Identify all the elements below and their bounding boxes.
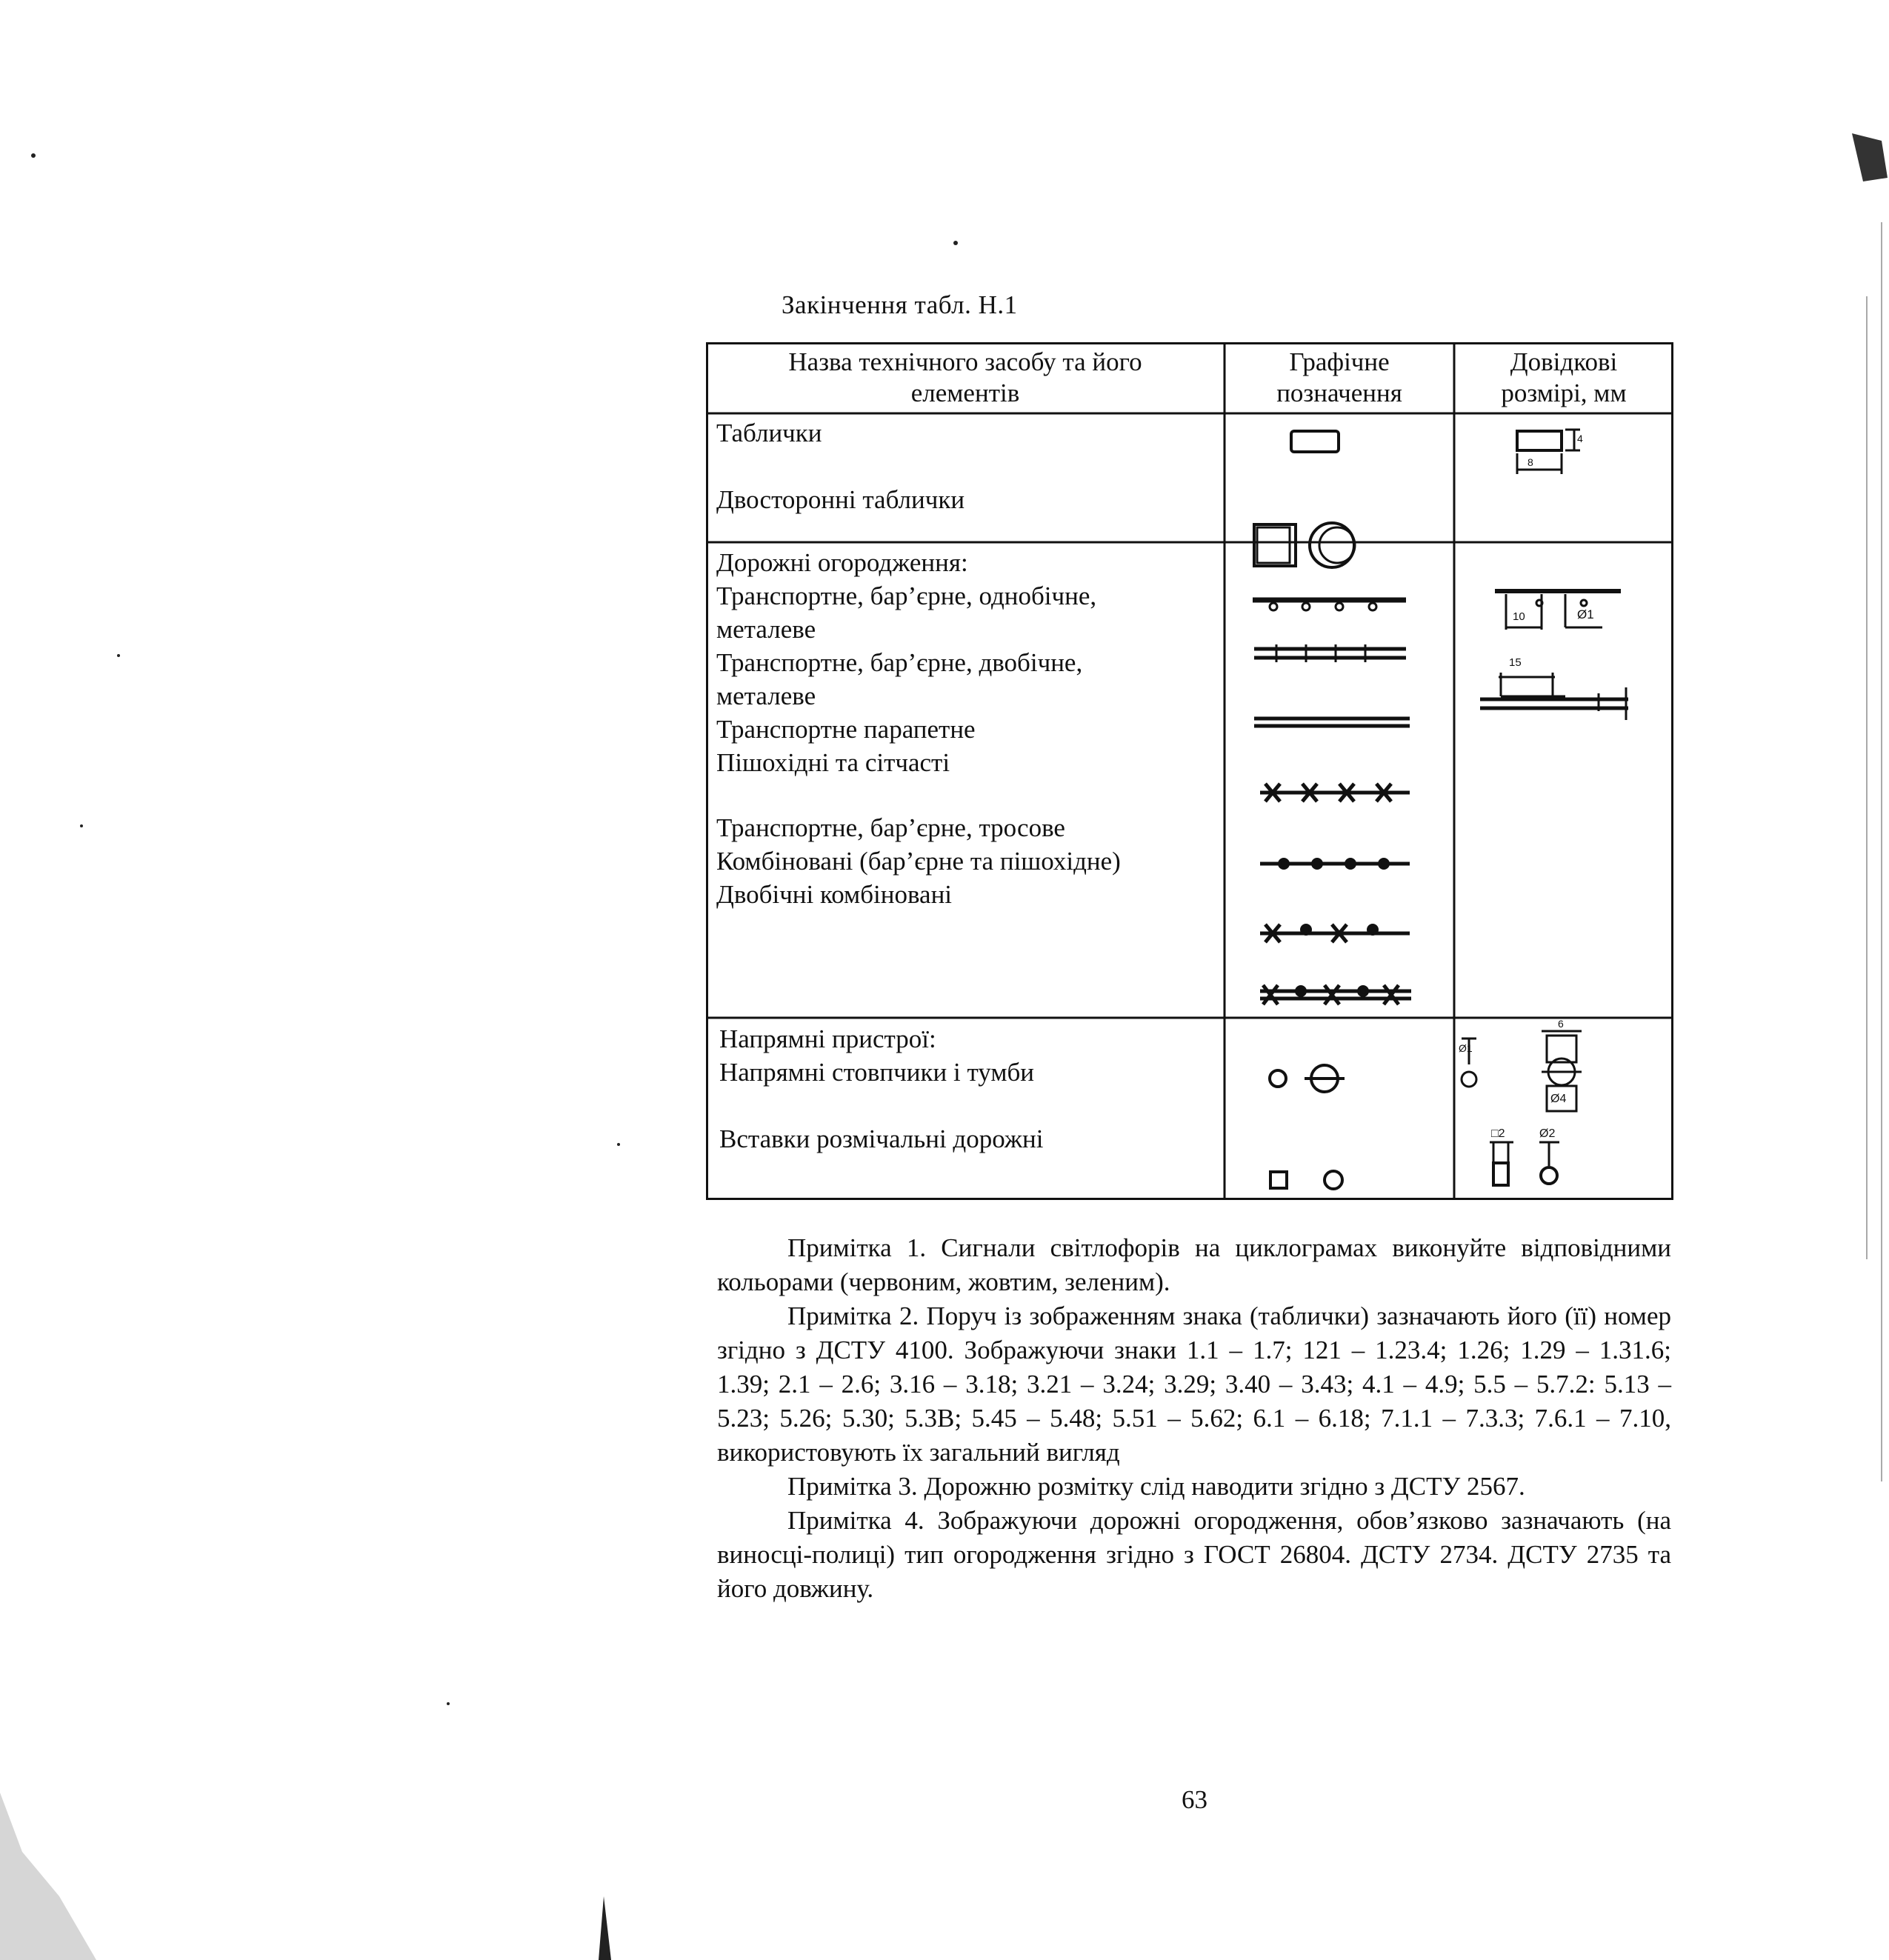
- dim-fence-d1: Ø1: [1577, 607, 1594, 621]
- dim-post-6: 6: [1558, 1018, 1564, 1030]
- row-fence-double: Транспортне, бар’єрне, двобічне,: [716, 648, 1083, 677]
- row-plates: Таблички: [716, 419, 822, 447]
- dim-insert-d2: Ø2: [1539, 1127, 1556, 1140]
- row-guides-title: Напрямні пристрої:: [719, 1024, 936, 1053]
- symbols-graphics: [1225, 342, 1454, 1200]
- row-fence-combined: Комбіновані (бар’єрне та пішохідне): [716, 847, 1121, 876]
- dim-fence-15: 15: [1509, 656, 1522, 669]
- dimensions-graphics: [1454, 342, 1673, 1200]
- row-fences-title: Дорожні огородження:: [716, 548, 968, 577]
- header-name: Назва технічного засобу та його елементів: [788, 347, 1142, 407]
- dim-insert-sq: □2: [1491, 1127, 1505, 1140]
- notes-block: [717, 1231, 1671, 1606]
- row-double-plates: Двосторонні таблички: [716, 485, 965, 514]
- row-fence-parapet: Транспортне парапетне: [716, 715, 976, 744]
- dim-post-d4: Ø4: [1550, 1093, 1567, 1105]
- note-1: Примітка 1. Сигнали світлофорів на циклограмах виконуйте відповідними кольорами (червоним, жовтим, зеленим).: [717, 1233, 1671, 1296]
- row-fence-single: Транспортне, бар’єрне, однобічне,: [716, 581, 1097, 610]
- dim-post-d1: Ø1: [1459, 1042, 1473, 1054]
- table-caption: Закінчення табл. Н.1: [782, 290, 1018, 319]
- note-2: Примітка 2. Поруч із зображенням знака (таблички) зазначають його (її) номер згідно з ДСТУ 4100. Зображуючи знаки 1.1 – 1.7; 121 – 1.23.4; 1.26; 1.29 – 1.31.6; 1.39; 2.1 – 2.6; 3.16 – 3.18; 3.21 – 3.24; 3.29; 3.40 – 3.43; 4.1 – 4.9; 5.5 – 5.7.2: 5.13 – 5.23; 5.26; 5.30; 5.3В; 5.45 – 5.48; 5.51 – 5.62; 6.1 – 6.18; 7.1.1 – 7.3.3; 7.6.1 – 7.10, використовують їх загальний вигляд: [717, 1301, 1671, 1467]
- row-fence-pedestrian: Пішохідні та сітчасті: [716, 748, 950, 777]
- header-dims: Довідкові розмірі, мм: [1501, 347, 1627, 407]
- row-fence-double-metal: металеве: [716, 681, 816, 710]
- dim-fence-10: 10: [1513, 610, 1525, 623]
- row-marking-inserts: Вставки розмічальні дорожні: [719, 1124, 1044, 1153]
- dim-plate-w: 8: [1527, 456, 1533, 468]
- row-guide-posts: Напрямні стовпчики і тумби: [719, 1058, 1035, 1087]
- row-fence-single-metal: металеве: [716, 615, 816, 644]
- row-fence-double-combined: Двобічні комбіновані: [716, 880, 953, 909]
- row-fence-cable: Транспортне, бар’єрне, тросове: [716, 813, 1065, 842]
- dim-plate-h: 4: [1577, 433, 1583, 444]
- page-number: 63: [1182, 1785, 1207, 1814]
- header-symbol: Графічне позначення: [1276, 347, 1402, 407]
- note-3: Примітка 3. Дорожню розмітку слід наводити згідно з ДСТУ 2567.: [787, 1472, 1525, 1501]
- symbols-table: [706, 342, 1673, 1200]
- note-4: Примітка 4. Зображуючи дорожні огородження, обов’язково зазначають (на виносці-полиці) тип огородження згідно з ГОСТ 26804. ДСТУ 2734. ДСТУ 2735 та його довжину.: [717, 1506, 1671, 1603]
